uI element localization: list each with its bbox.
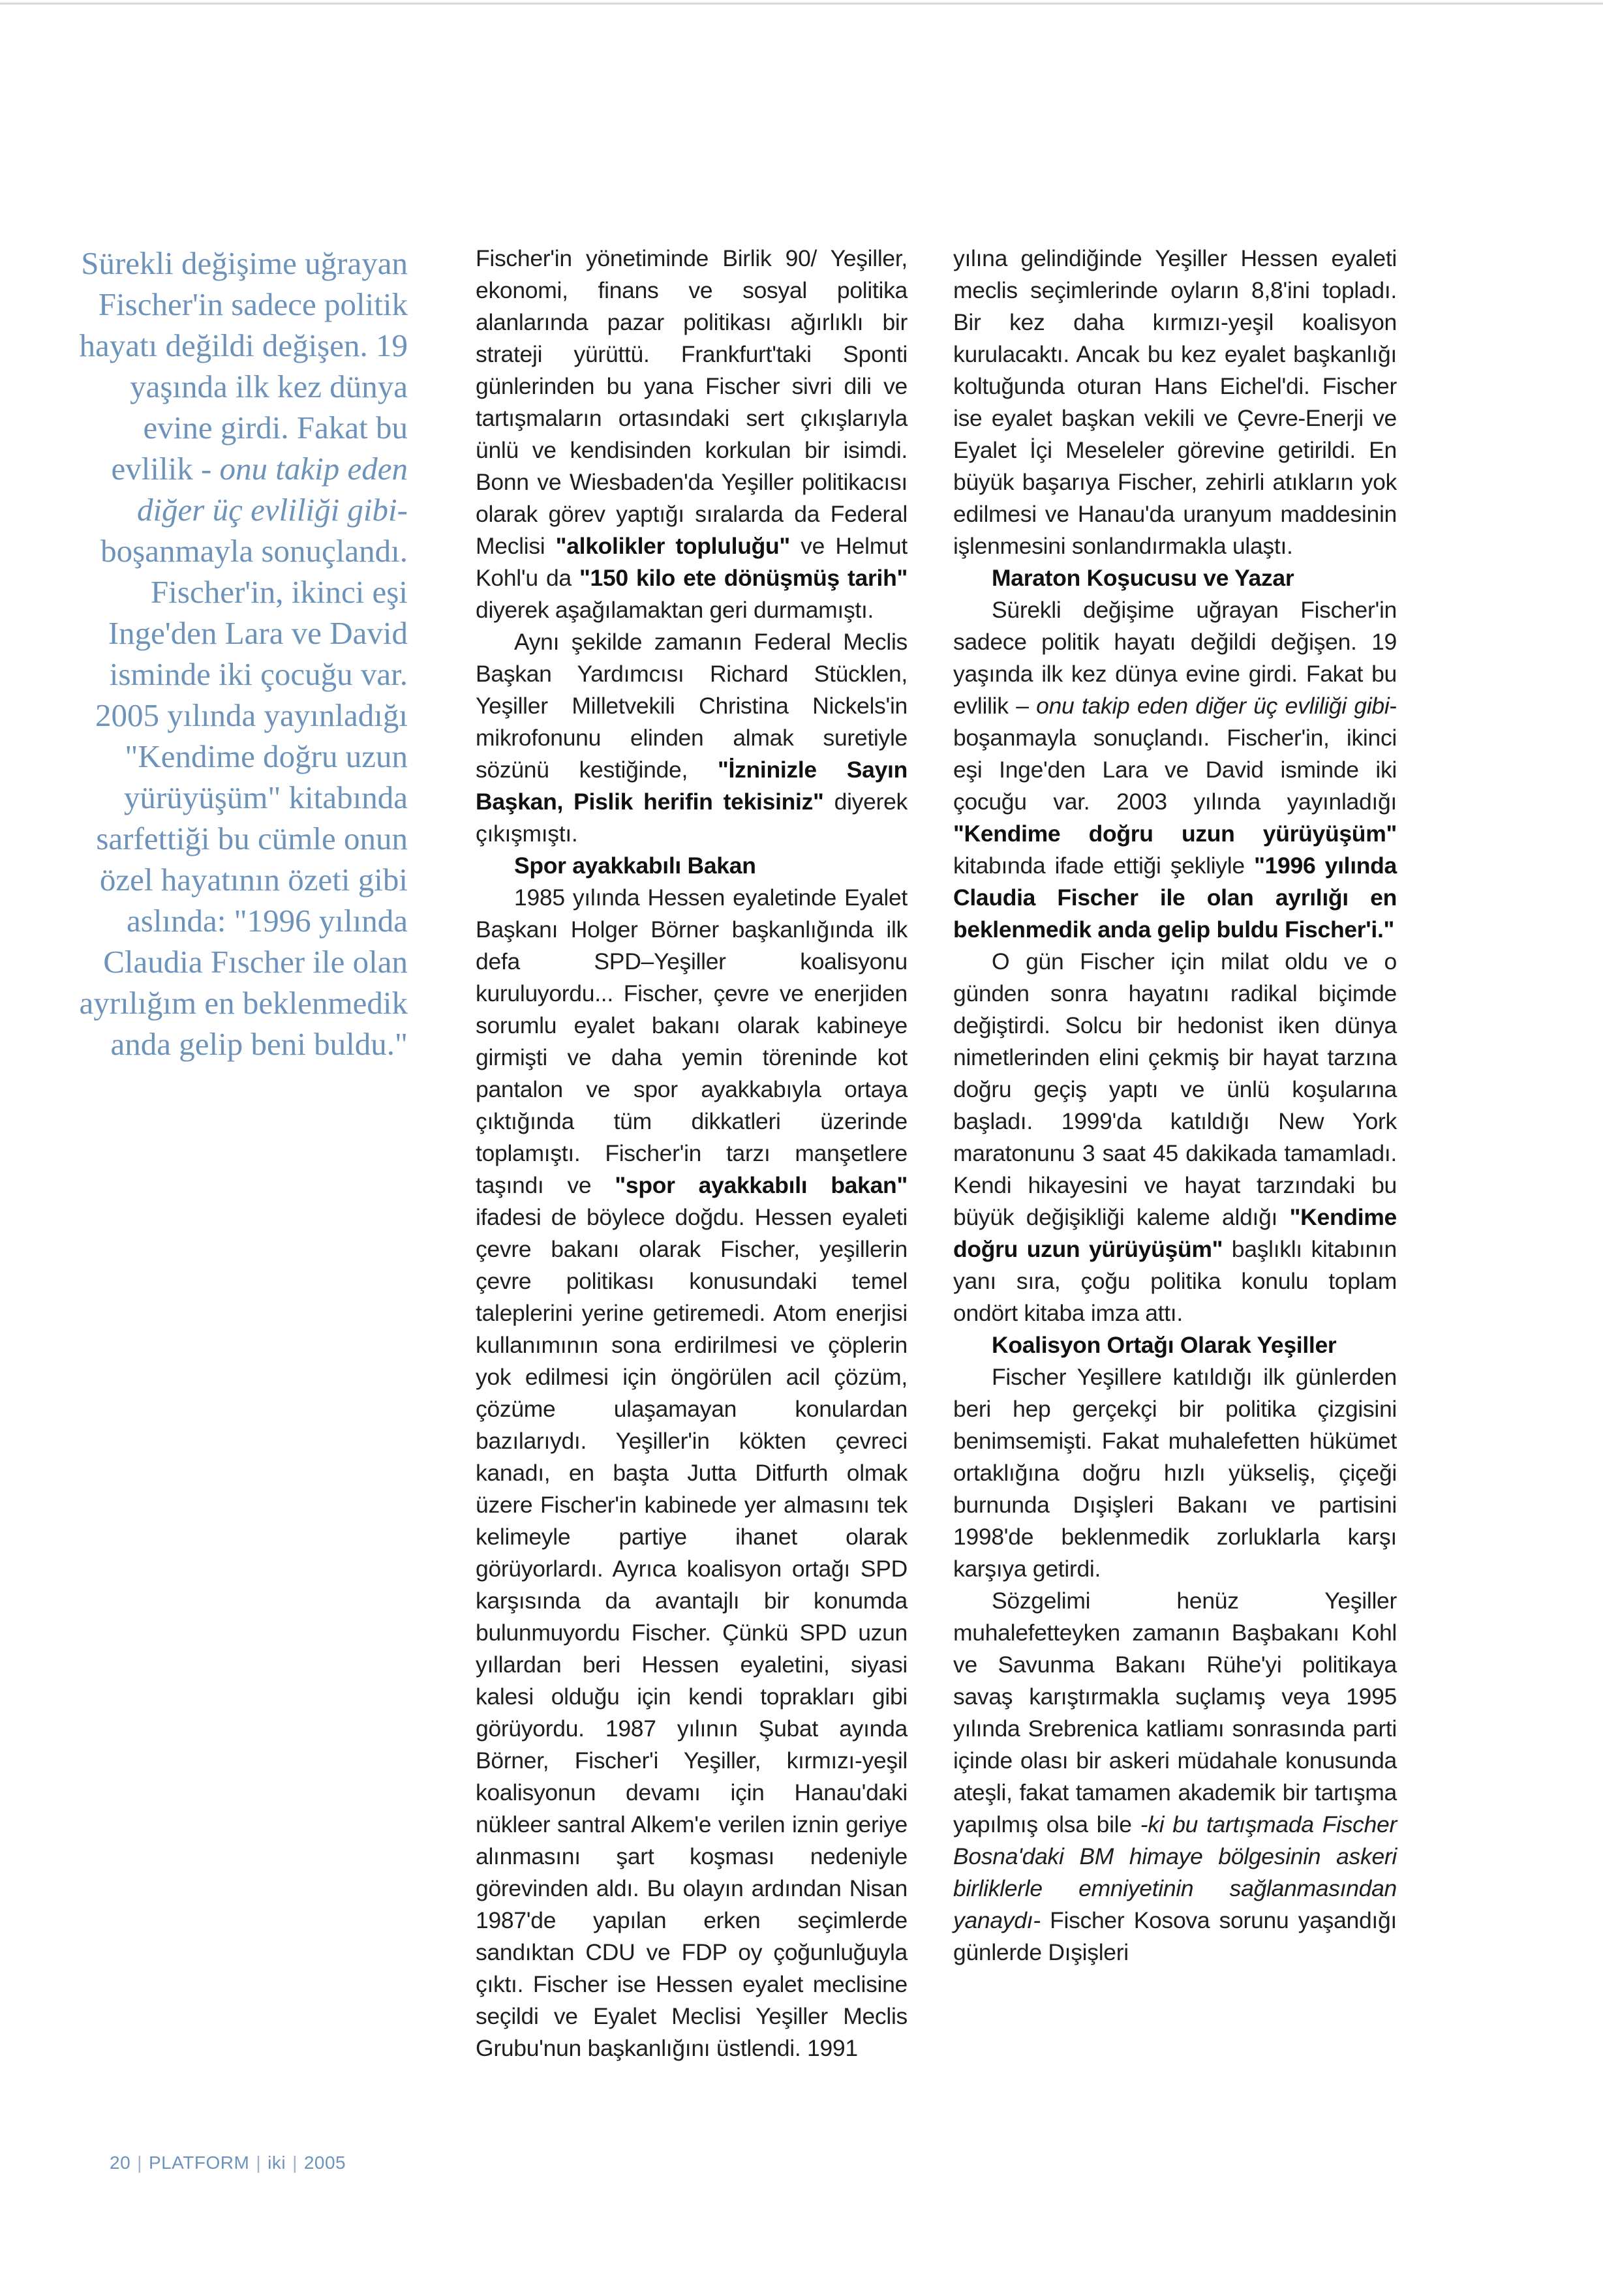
paragraph: yılına gelindiğinde Yeşiller Hessen eyaleti meclis seçimlerinde oyların 8,8'ini topladı. Bir kez daha kırmızı-yeşil koalisyon kurulacaktı. Ancak bu kez eyalet başkanlığı koltuğunda oturan Hans Eichel'di. Fischer ise eyalet başkan vekili ve Çevre-Enerji ve Eyalet İçi Meseleler görevine getirildi. En büyük başarıya Fischer, zehirli atıkların yok edilmesi ve Hanau'da uranyum maddesinin işlenmesini sonlandırmakla ulaştı. — [953, 245, 1397, 559]
magazine-name: PLATFORM — [148, 2152, 250, 2173]
section-heading: Maraton Koşucusu ve Yazar — [992, 565, 1294, 591]
paragraph: Aynı şekilde zamanın Federal Meclis Başkan Yardımcısı Richard Stücklen, Yeşiller Milletvekili Christina Nickels'in mikrofonunu elinden almak suretiyle sözünü kestiğinde, "İzninizle Sayın Başkan, Pislik herifin tekisiniz" diyerek çıkışmıştı. — [476, 629, 908, 847]
pull-quote-text: Sürekli değişime uğrayan Fischer'in sadece politik hayatı değildi değişen. 19 yaşında ilk kez dünya evine girdi. Fakat bu evlilik - onu takip eden diğer üç evliliği gibi- boşanmayla sonuçlandı. Fischer'in, ikinci eşi Inge'den Lara ve David isminde iki çocuğu var. 2005 yılında yayınladığı "Kendime doğru uzun yürüyüşüm" kitabında sarfettiği bu cümle onun özel hayatının özeti gibi aslında: "1996 yılında Claudia Fıscher ile olan ayrılığım en beklenmedik anda gelip beni buldu." — [79, 245, 408, 1062]
section-heading: Spor ayakkabılı Bakan — [514, 853, 756, 879]
paragraph: Fischer Yeşillere katıldığı ilk günlerden beri hep gerçekçi bir politika çizgisini benimsemişti. Fakat muhalefetten hükümet ortaklığına doğru hızlı yükseliş, çiçeği burnunda Dışişleri Bakanı ve partisini 1998'de beklenmedik zorluklarla karşı karşıya getirdi. — [953, 1364, 1397, 1582]
top-rule — [0, 3, 1603, 5]
article-column-2 — [953, 243, 1397, 1969]
issue-year: 2005 — [303, 2152, 346, 2173]
article-column-1 — [476, 243, 908, 2064]
issue-label: iki — [267, 2152, 286, 2173]
paragraph: Fischer'in yönetiminde Birlik 90/ Yeşiller, ekonomi, finans ve sosyal politika alanlarında pazar politikası ağırlıklı bir strateji yürüttü. Frankfurt'taki Sponti günlerinden bu yana Fischer sivri dili ve tartışmaların ortasındaki sert çıkışlarıyla ünlü ve kendisinden korkulan bir isimdi. Bonn ve Wiesbaden'da Yeşiller politikacısı olarak görev yaptığı sıralarda da Federal Meclisi "alkolikler topluluğu" ve Helmut Kohl'u da "150 kilo ete dönüşmüş tarih" diyerek aşağılamaktan geri durmamıştı. — [476, 245, 908, 623]
section-heading: Koalisyon Ortağı Olarak Yeşiller — [992, 1332, 1337, 1358]
paragraph: Sürekli değişime uğrayan Fischer'in sadece politik hayatı değildi değişen. 19 yaşında ilk kez dünya evine girdi. Fakat bu evlilik – onu takip eden diğer üç evliliği gibi- boşanmayla sonuçlandı. Fischer'in, ikinci eşi Inge'den Lara ve David isminde iki çocuğu var. 2003 yılında yayınladığı "Kendime doğru uzun yürüyüşüm" kitabında ifade ettiği şekliyle "1996 yılında Claudia Fischer ile olan ayrılığı en beklenmedik anda gelip buldu Fischer'i." — [953, 597, 1397, 943]
paragraph: O gün Fischer için milat oldu ve o günden sonra hayatını radikal biçimde değiştirdi. Solcu bir hedonist iken dünya nimetlerinden elini çekmiş bir hayat tarzına doğru geçiş yaptı ve ünlü koşularına başladı. 1999'da katıldığı New York maratonunu 3 saat 45 dakikada tamamladı. Kendi hikayesini ve hayat tarzındaki bu büyük değişikliği kaleme aldığı "Kendime doğru uzun yürüyüşüm" başlıklı kitabının yanı sıra, çoğu politika konulu toplam ondört kitaba imza attı. — [953, 948, 1397, 1326]
paragraph: Sözgelimi henüz Yeşiller muhalefetteyken zamanın Başbakanı Kohl ve Savunma Bakanı Rühe'yi politikaya savaş karıştırmakla suçlamış veya 1995 yılında Srebrenica katliamı sonrasında parti içinde olası bir askeri müdahale konusunda ateşli, fakat tamamen akademik bir tartışma yapılmış olsa bile -ki bu tartışmada Fischer Bosna'daki BM himaye bölgesinin askeri birliklerle emniyetinin sağlanmasından yanaydı- Fischer Kosova sorunu yaşandığı günlerde Dışişleri — [953, 1588, 1397, 1965]
page-footer: 20 | PLATFORM | iki | 2005 — [110, 2152, 346, 2173]
page-number: 20 — [110, 2152, 131, 2173]
paragraph: 1985 yılında Hessen eyaletinde Eyalet Başkanı Holger Börner başkanlığında ilk defa SPD–Yeşiller koalisyonu kuruluyordu... Fischer, çevre ve enerjiden sorumlu eyalet bakanı olarak kabineye girmişti ve daha yemin töreninde kot pantalon ve spor ayakkabıyla ortaya çıktığında tüm dikkatleri üzerinde toplamıştı. Fischer'in tarzı manşetlere taşındı ve "spor ayakkabılı bakan" ifadesi de böylece doğdu. Hessen eyaleti çevre bakanı olarak Fischer, yeşillerin çevre politikası konusundaki temel taleplerini yerine getiremedi. Atom enerjisi kullanımının sona erdirilmesi ve çöplerin yok edilmesi için öngörülen acil çözüm, çözüme ulaşamayan konulardan bazılarıydı. Yeşiller'in kökten çevreci kanadı, en başta Jutta Ditfurth olmak üzere Fischer'in kabinede yer almasını tek kelimeyle partiye ihanet olarak görüyorlardı. Ayrıca koalisyon ortağı SPD karşısında da avantajlı bir konumda bulunmuyordu Fischer. Çünkü SPD uzun yıllardan beri Hessen eyaletini, siyasi kalesi olduğu için kendi toprakları gibi görüyordu. 1987 yılının Şubat ayında Börner, Fischer'i Yeşiller, kırmızı-yeşil koalisyonun devamı için Hanau'daki nükleer santral Alkem'e verilen iznin geriye alınmasını şart koşması nedeniyle görevinden aldı. Bu olayın ardından Nisan 1987'de yapılan erken seçimlerde sandıktan CDU ve FDP oy çoğunluğuyla çıktı. Fischer ise Hessen eyalet meclisine seçildi ve Eyalet Meclisi Yeşiller Meclis Grubu'nun başkanlığını üstlendi. 1991 — [476, 884, 908, 2061]
pull-quote — [78, 243, 408, 1065]
